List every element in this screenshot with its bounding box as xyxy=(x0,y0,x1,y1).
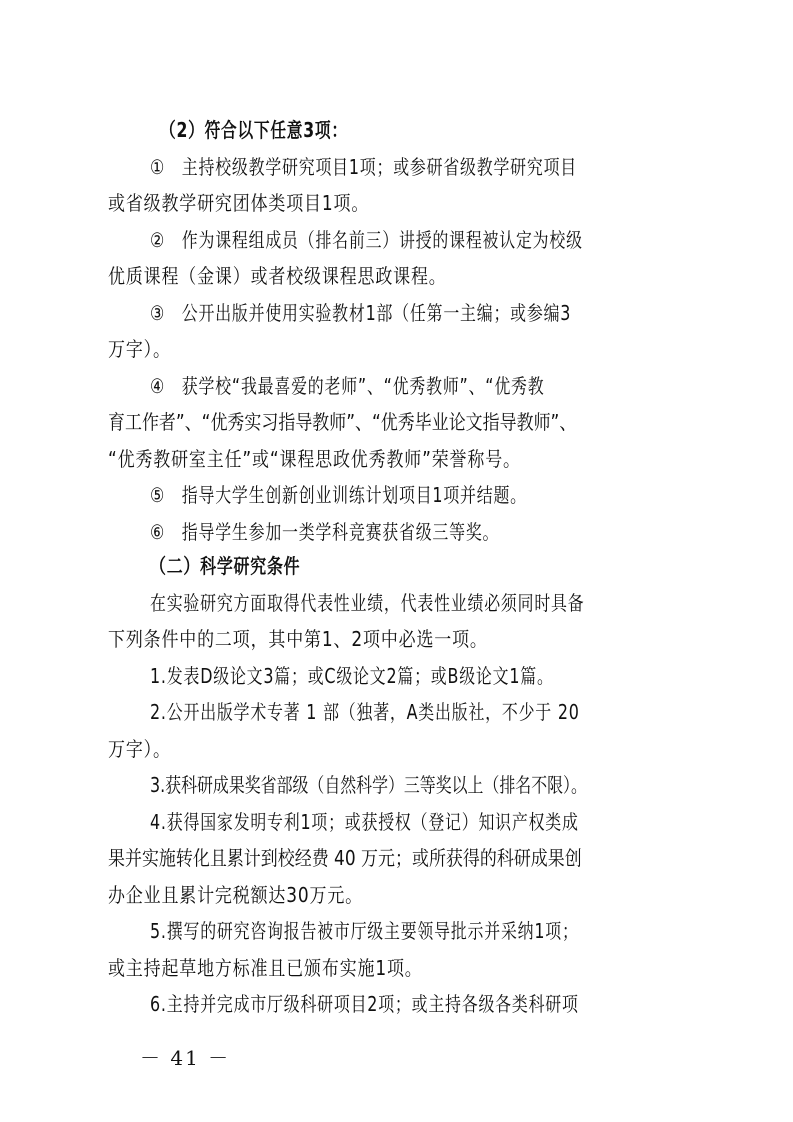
text-line: 2.公开出版学术专著 1 部（独著，A类出版社，不少于 20 xyxy=(150,700,580,724)
text-line: 办企业且累计完税额达30万元。 xyxy=(108,883,363,907)
text-line: 6.主持并完成市厅级科研项目2项；或主持各级各类科研项 xyxy=(150,992,579,1016)
text-line: 下列条件中的二项，其中第1、2项中必选一项。 xyxy=(108,627,488,651)
text-line: 优质课程（金课）或者校级课程思政课程。 xyxy=(108,264,447,288)
text-line: 万字）。 xyxy=(108,737,171,761)
text-line: 或省级教学研究团体类项目1项。 xyxy=(108,191,370,215)
text-line: 5.撰写的研究咨询报告被市厅级主要领导批示并采纳1项； xyxy=(150,919,579,943)
text-line: 在实验研究方面取得代表性业绩，代表性业绩必须同时具备 xyxy=(150,591,585,615)
text-line: “优秀教研室主任”或“课程思政优秀教师”荣誉称号。 xyxy=(108,447,521,471)
text-line: 果并实施转化且累计到校经费 40 万元；或所获得的科研成果创 xyxy=(108,846,582,870)
text-line: 万字）。 xyxy=(108,337,171,361)
text-line: 3.获科研成果奖省部级（自然科学）三等奖以上（排名不限）。 xyxy=(150,773,587,797)
criteria-heading: （2）符合以下任意3项： xyxy=(160,118,348,142)
text-line: ⑤ 指导大学生创新创业训练计划项目1项并结题。 xyxy=(150,483,527,507)
text-line: 育工作者”、“优秀实习指导教师”、“优秀毕业论文指导教师”、 xyxy=(108,410,577,434)
section-heading: （二）科学研究条件 xyxy=(150,554,301,578)
text-line: 4.获得国家发明专利1项；或获授权（登记）知识产权类成 xyxy=(150,810,579,834)
text-line: 或主持起草地方标准且已颁布实施1项。 xyxy=(108,956,423,980)
text-line: ④ 获学校“我最喜爱的老师”、“优秀教师”、“优秀教 xyxy=(150,374,545,398)
text-line: ① 主持校级教学研究项目1项；或参研省级教学研究项目 xyxy=(150,155,578,179)
text-line: ⑥ 指导学生参加一类学科竞赛获省级三等奖。 xyxy=(150,520,500,544)
text-line: ③ 公开出版并使用实验教材1部（任第一主编；或参编3 xyxy=(150,301,572,325)
page-number: － 41 － xyxy=(140,1046,231,1070)
text-line: ② 作为课程组成员（排名前三）讲授的课程被认定为校级 xyxy=(150,228,583,252)
text-line: 1.发表D级论文3篇；或C级论文2篇；或B级论文1篇。 xyxy=(150,664,554,688)
